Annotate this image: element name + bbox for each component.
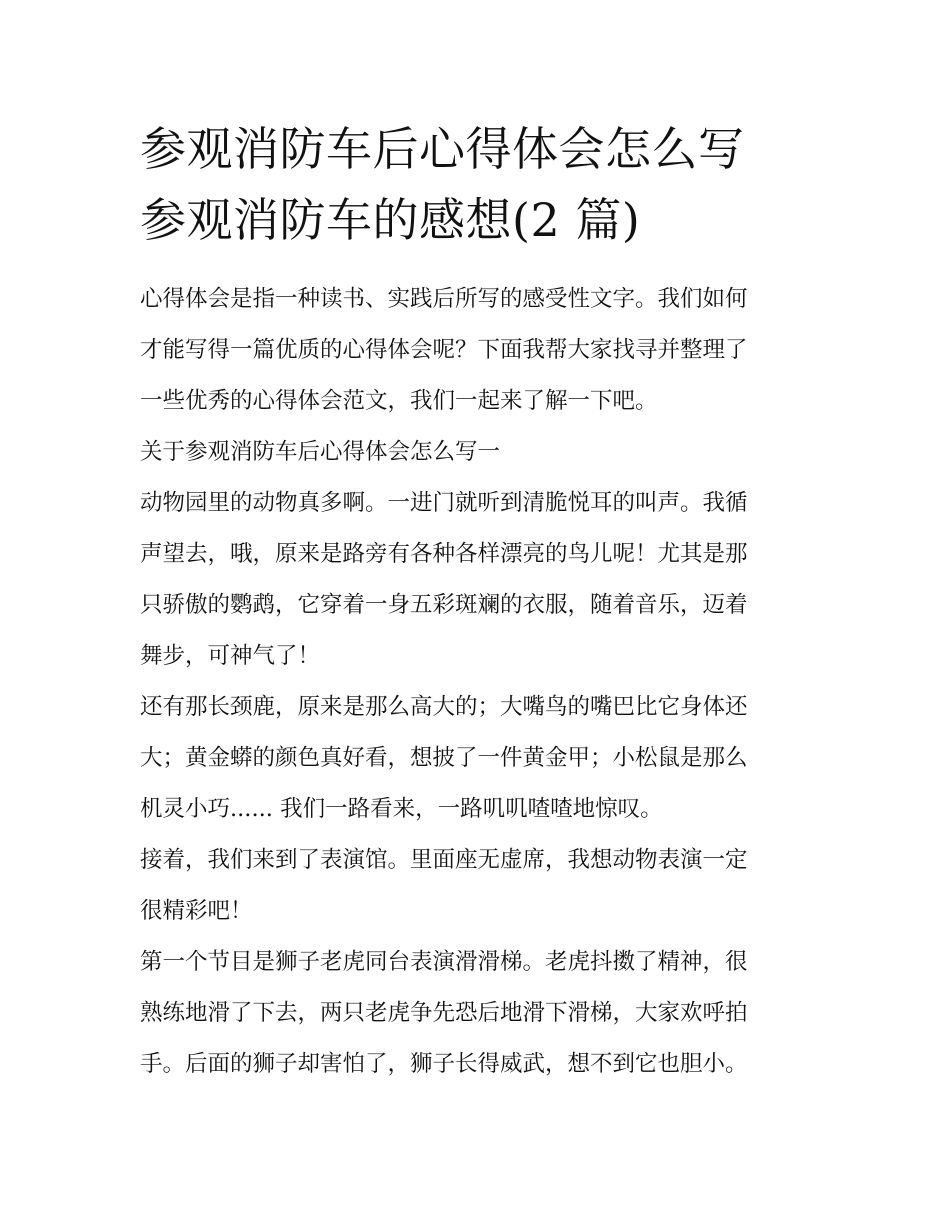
text-line: 只骄傲的鹦鹉，它穿着一身五彩斑斓的衣服，随着音乐，迈着	[140, 592, 748, 618]
text-line: 第一个节目是狮子老虎同台表演滑滑梯。老虎抖擞了精神，很	[140, 949, 748, 975]
text-line: 关于参观消防车后心得体会怎么写一	[140, 439, 501, 465]
text-line: 机灵小巧...... 我们一路看来，一路叽叽喳喳地惊叹。	[140, 796, 663, 822]
intro-paragraph	[140, 274, 815, 427]
body-paragraph	[140, 682, 815, 835]
text-line: 很精彩吧！	[140, 898, 253, 924]
document-title	[140, 114, 820, 256]
text-line: 大；黄金蟒的颜色真好看，想披了一件黄金甲；小松鼠是那么	[140, 745, 748, 771]
section-heading	[140, 427, 815, 478]
body-paragraph	[140, 937, 815, 1090]
text-line: 心得体会是指一种读书、实践后所写的感受性文字。我们如何	[140, 286, 748, 312]
text-line: 舞步，可神气了！	[140, 643, 321, 669]
text-line: 一些优秀的心得体会范文，我们一起来了解一下吧。	[140, 388, 658, 414]
text-line: 还有那长颈鹿，原来是那么高大的；大嘴鸟的嘴巴比它身体还	[140, 694, 748, 720]
text-line: 熟练地滑了下去，两只老虎争先恐后地滑下滑梯，大家欢呼拍	[140, 1000, 748, 1026]
body-paragraph	[140, 478, 815, 682]
document-body	[140, 274, 815, 1090]
text-line: 声望去，哦，原来是路旁有各种各样漂亮的鸟儿呢！尤其是那	[140, 541, 748, 567]
text-line: 接着，我们来到了表演馆。里面座无虚席，我想动物表演一定	[140, 847, 748, 873]
body-paragraph	[140, 835, 815, 937]
text-line: 手。后面的狮子却害怕了，狮子长得威武，想不到它也胆小。	[140, 1051, 748, 1077]
text-line: 动物园里的动物真多啊。一进门就听到清脆悦耳的叫声。我循	[140, 490, 748, 516]
title-line: 参观消防车的感想(2 篇)	[140, 193, 641, 247]
title-line: 参观消防车后心得体会怎么写	[140, 122, 745, 176]
text-line: 才能写得一篇优质的心得体会呢？下面我帮大家找寻并整理了	[140, 337, 748, 363]
